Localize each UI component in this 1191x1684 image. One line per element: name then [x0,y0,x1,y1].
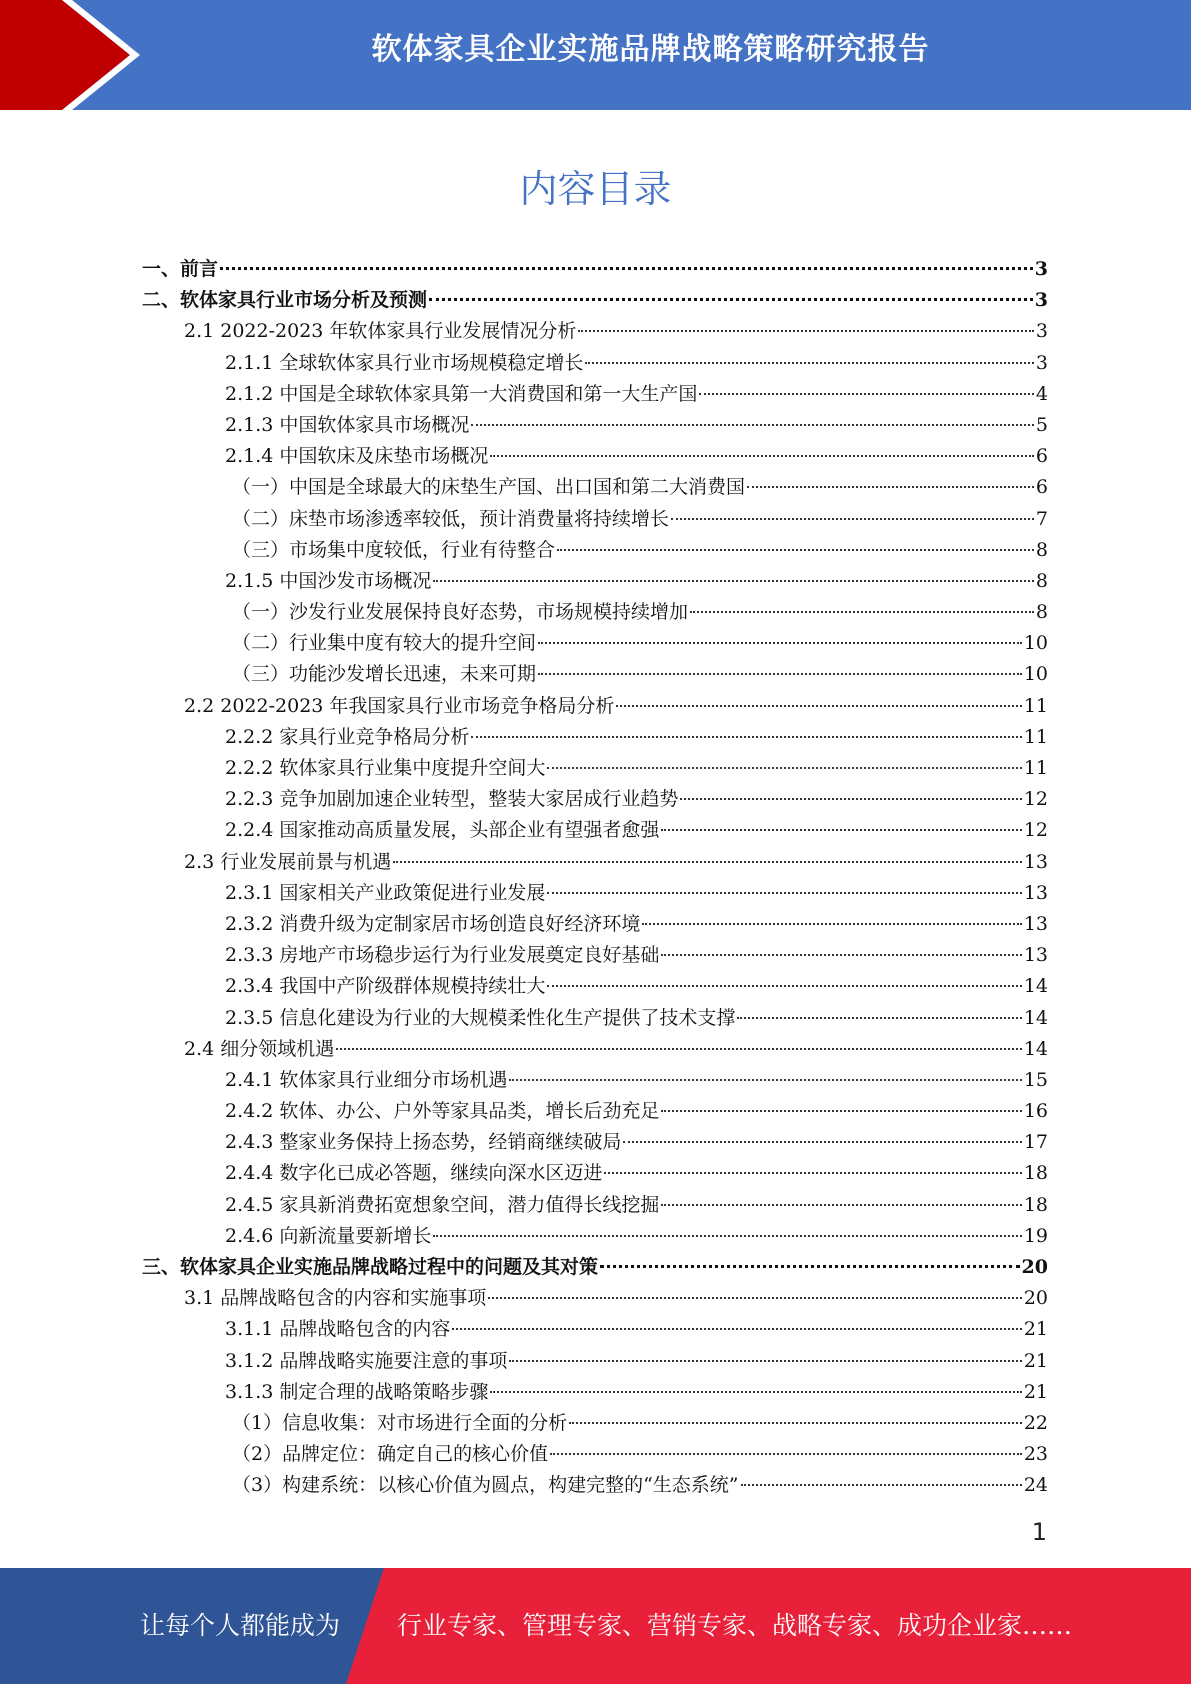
toc-entry-page: 13 [1023,850,1048,873]
toc-dot-leader [578,330,1033,332]
toc-entry-page: 12 [1023,788,1048,811]
toc-entry-page: 10 [1023,663,1048,686]
toc-entry-page: 6 [1035,445,1048,468]
toc-entry-label: 2.1.3 中国软体家具市场概况 [225,413,470,436]
toc-dot-leader [547,985,1021,987]
toc-entry-page: 15 [1023,1068,1048,1091]
toc-dot-leader [490,455,1034,457]
toc-dot-leader [623,1141,1021,1143]
toc-dot-leader [547,892,1021,894]
toc-entry[interactable] [142,659,1048,690]
toc-entry-label: 2.1.1 全球软体家具行业市场规模稳定增长 [225,351,584,374]
toc-entry-page: 14 [1023,1006,1048,1029]
toc-entry[interactable] [142,878,1048,909]
toc-entry-label: 3.1.1 品牌战略包含的内容 [225,1318,451,1341]
toc-entry[interactable] [142,504,1048,535]
toc-entry-label: （一）中国是全球最大的床垫生产国、出口国和第二大消费国 [232,476,746,499]
toc-entry-label: 2.3.2 消费升级为定制家居市场创造良好经济环境 [225,912,641,935]
header-title: 软体家具企业实施品牌战略策略研究报告 [371,32,930,67]
header-arrow-icon [0,0,160,110]
toc-entry-label: （1）信息收集：对市场进行全面的分析 [232,1411,568,1434]
page-header [0,0,1191,110]
footer-slogan-left: 让每个人都能成为 [140,1611,341,1640]
toc-entry-label: 2.4.6 向新流量要新增长 [225,1224,432,1247]
toc-dot-leader [661,1110,1021,1112]
toc-entry-page: 22 [1023,1411,1048,1434]
toc-entry[interactable] [142,472,1048,503]
toc-entry[interactable] [142,566,1048,597]
toc-dot-leader [741,1484,1022,1486]
toc-entry[interactable] [142,722,1048,753]
toc-dot-leader [600,1265,1020,1268]
toc-entry-label: 3.1.3 制定合理的战略策略步骤 [225,1380,489,1403]
toc-entry[interactable] [142,1346,1048,1377]
toc-entry-label: （三）功能沙发增长迅速，未来可期 [232,663,537,686]
toc-entry[interactable] [142,1439,1048,1470]
toc-entry-page: 5 [1035,413,1048,436]
toc-entry-label: 2.2.2 软体家具行业集中度提升空间大 [225,757,546,779]
toc-entry[interactable] [142,940,1048,971]
toc-dot-leader [509,1079,1021,1081]
toc-entry-label: 2.2.2 家具行业竞争格局分析 [225,725,470,748]
toc-entry[interactable] [142,1377,1048,1408]
toc-entry-page: 3 [1035,320,1048,343]
toc-entry-page: 14 [1023,1037,1048,1060]
toc-entry-label: 2.4.5 家具新消费拓宽想象空间，潜力值得长线挖掘 [225,1193,660,1216]
toc-dot-leader [509,1360,1021,1362]
toc-entry[interactable] [142,1127,1048,1158]
toc-dot-leader [699,393,1034,395]
toc-entry[interactable] [142,1283,1048,1314]
toc-dot-leader [547,767,1021,769]
toc-entry-page: 8 [1035,538,1048,561]
toc-entry-page: 23 [1023,1443,1048,1466]
toc-entry-label: 2.4.1 软体家具行业细分市场机遇 [225,1068,508,1091]
toc-entry-page: 13 [1023,881,1048,904]
toc-entry-page: 7 [1035,507,1048,530]
toc-dot-leader [661,829,1021,831]
toc-entry-page: 21 [1023,1318,1048,1341]
toc-entry[interactable] [142,1470,1048,1501]
toc-dot-leader [585,362,1034,364]
toc-entry-page: 18 [1023,1193,1048,1216]
toc-dot-leader [538,673,1022,675]
toc-entry[interactable] [142,254,1048,285]
toc-entry-label: 2.3.3 房地产市场稳步运行为行业发展奠定良好基础 [225,944,660,967]
toc-entry-label: 2.1 2022-2023 年软体家具行业发展情况分析 [184,320,577,343]
toc-entry-page: 10 [1023,632,1048,655]
toc-dot-leader [604,1172,1021,1174]
toc-dot-leader [569,1422,1022,1424]
page-footer [0,1568,1191,1684]
toc-dot-leader [737,1017,1021,1019]
toc-entry-page: 16 [1023,1100,1048,1123]
toc-entry-page: 20 [1021,1256,1048,1278]
toc-dot-leader [680,798,1021,800]
toc-entry-page: 13 [1023,912,1048,935]
toc-dot-leader [393,861,1022,863]
toc-entry[interactable] [142,1065,1048,1096]
toc-entry-page: 3 [1035,351,1048,374]
toc-entry[interactable] [142,1314,1048,1345]
toc-entry-page: 6 [1035,476,1048,499]
toc-entry[interactable] [142,410,1048,441]
toc-entry-page: 11 [1023,694,1048,717]
toc-entry[interactable] [142,628,1048,659]
toc-entry-label: （三）市场集中度较低，行业有待整合 [232,538,556,561]
toc-entry-label: 二、软体家具行业市场分析及预测 [142,289,428,312]
toc-entry[interactable] [142,753,1048,784]
toc-entry-page: 3 [1034,258,1048,280]
toc-entry-page: 14 [1023,975,1048,998]
toc-entry-label: （二）行业集中度有较大的提升空间 [232,632,537,655]
toc-entry-label: 2.3.1 国家相关产业政策促进行业发展 [225,881,546,904]
toc-dot-leader [471,736,1021,738]
toc-entry-label: 2.4.4 数字化已成必答题，继续向深水区迈进 [225,1162,603,1185]
toc-dot-leader [433,1235,1021,1237]
toc-entry[interactable] [142,847,1048,878]
toc-entry[interactable] [142,815,1048,846]
toc-entry[interactable] [142,348,1048,379]
toc-dot-leader [616,705,1021,707]
toc-entry-label: 2.1.4 中国软床及床垫市场概况 [225,445,489,468]
toc-dot-leader [550,1453,1022,1455]
toc-entry-page: 21 [1023,1380,1048,1403]
toc-entry-page: 4 [1035,382,1048,405]
toc-entry[interactable] [142,285,1048,316]
toc-entry-label: 2.2 2022-2023 年我国家具行业市场竞争格局分析 [184,694,615,717]
toc-entry-label: 2.1.2 中国是全球软体家具第一大消费国和第一大生产国 [225,382,698,405]
toc-dot-leader [642,923,1021,925]
toc-entry[interactable] [142,1034,1048,1065]
toc-entry-label: 2.3.5 信息化建设为行业的大规模柔性化生产提供了技术支撑 [225,1006,736,1029]
toc-entry-label: 3.1.2 品牌战略实施要注意的事项 [225,1349,508,1372]
toc-entry[interactable] [142,597,1048,628]
toc-entry-label: 2.3.4 我国中产阶级群体规模持续壮大 [225,975,546,998]
toc-entry[interactable] [142,1252,1048,1283]
toc-entry-label: 2.4.3 整家业务保持上扬态势，经销商继续破局 [225,1131,622,1154]
toc-dot-leader [747,486,1034,488]
toc-entry-label: 2.2.4 国家推动高质量发展，头部企业有望强者愈强 [225,819,660,842]
toc-entry-page: 8 [1035,569,1048,592]
toc-entry-label: 三、软体家具企业实施品牌战略过程中的问题及其对策 [142,1256,599,1278]
toc-dot-leader [490,1391,1021,1393]
toc-entry-page: 11 [1023,725,1048,748]
toc-entry-page: 24 [1023,1474,1048,1497]
toc-entry[interactable] [142,535,1048,566]
toc-entry[interactable] [142,1158,1048,1189]
toc-entry-page: 20 [1023,1287,1048,1310]
toc-entry-page: 18 [1023,1162,1048,1185]
toc-entry[interactable] [142,909,1048,940]
toc-entry[interactable] [142,379,1048,410]
toc-dot-leader [538,642,1022,644]
toc-entry-label: 2.1.5 中国沙发市场概况 [225,569,432,592]
table-of-contents [142,254,1048,1502]
toc-entry[interactable] [142,1221,1048,1252]
toc-entry-label: 2.4 细分领域机遇 [184,1037,335,1060]
toc-entry[interactable] [142,784,1048,815]
toc-entry[interactable] [142,441,1048,472]
toc-entry-page: 8 [1035,601,1048,624]
toc-entry-label: 3.1 品牌战略包含的内容和实施事项 [184,1287,487,1310]
toc-entry-label: （一）沙发行业发展保持良好态势，市场规模持续增加 [232,601,689,624]
toc-entry-page: 19 [1023,1224,1048,1247]
toc-entry-label: （二）床垫市场渗透率较低，预计消费量将持续增长 [232,507,670,530]
toc-dot-leader [671,518,1034,520]
toc-entry-page: 13 [1023,944,1048,967]
toc-entry-page: 11 [1023,757,1048,779]
page-number: 1 [1031,1518,1047,1546]
toc-dot-leader [452,1328,1021,1330]
toc-entry-page: 17 [1023,1131,1048,1154]
toc-entry[interactable] [142,316,1048,347]
toc-dot-leader [220,267,1033,270]
toc-entry-label: 一、前言 [142,258,219,280]
footer-slogan-right: 行业专家、管理专家、营销专家、战略专家、成功企业家…… [397,1611,1073,1640]
toc-entry-label: 2.4.2 软体、办公、户外等家具品类，增长后劲充足 [225,1100,660,1123]
toc-entry[interactable] [142,1408,1048,1439]
toc-dot-leader [433,580,1034,582]
toc-entry-page: 21 [1023,1349,1048,1372]
toc-entry-label: 2.3 行业发展前景与机遇 [184,850,392,873]
toc-dot-leader [557,549,1034,551]
toc-dot-leader [690,611,1034,613]
toc-dot-leader [471,424,1034,426]
toc-entry[interactable] [142,971,1048,1002]
toc-dot-leader [661,954,1021,956]
toc-entry[interactable] [142,691,1048,722]
toc-entry-label: （3）构建系统：以核心价值为圆点，构建完整的“生态系统” [232,1474,739,1497]
toc-dot-leader [488,1297,1022,1299]
toc-entry-page: 12 [1023,819,1048,842]
toc-entry[interactable] [142,1096,1048,1127]
toc-dot-leader [429,298,1033,301]
toc-entry-page: 3 [1034,289,1048,312]
toc-entry[interactable] [142,1190,1048,1221]
toc-entry-label: 2.2.3 竞争加剧加速企业转型，整装大家居成行业趋势 [225,788,679,811]
toc-entry-label: （2）品牌定位：确定自己的核心价值 [232,1443,549,1466]
toc-dot-leader [336,1048,1022,1050]
toc-title: 内容目录 [519,167,672,211]
toc-dot-leader [661,1204,1021,1206]
toc-entry[interactable] [142,1003,1048,1034]
